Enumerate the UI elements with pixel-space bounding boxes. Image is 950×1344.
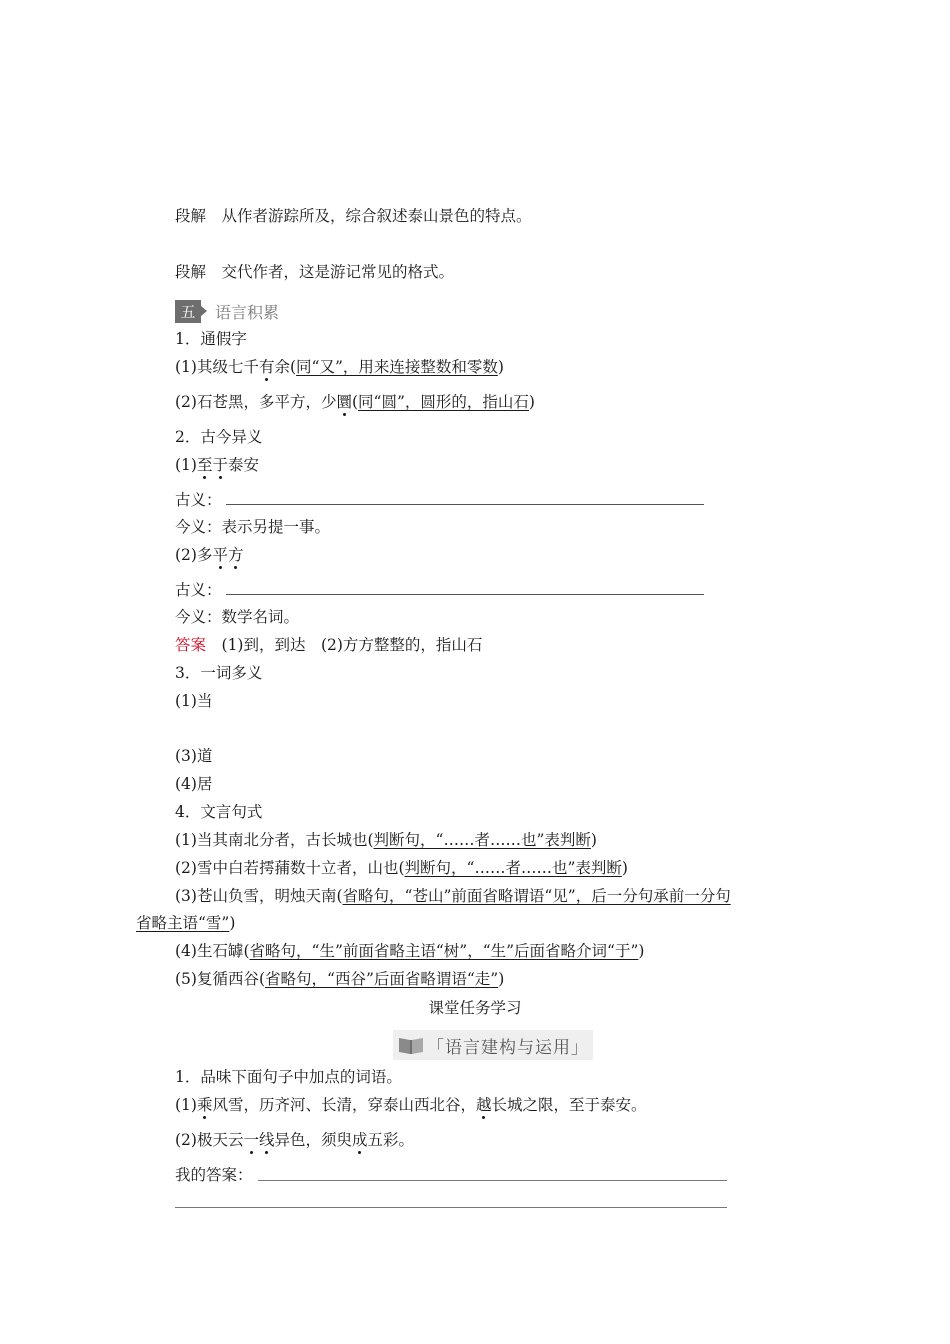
answer-label: 答案 (175, 636, 207, 654)
task-sentence-2: (2)极天云一线异色，须臾成五彩。 (175, 1131, 415, 1149)
gujin-item-2: (2)多平方 (175, 546, 244, 564)
gujin-item-1: (1)至于泰安 (175, 456, 260, 474)
dotted-char: 至 (196, 456, 213, 474)
note-label: 段解 (175, 263, 207, 281)
dotted-char: 乘 (196, 1096, 213, 1114)
tongjiazi-item-2: (2)石苍黑，多平方，少圜(同“圆”，圆形的，指山石) (175, 393, 535, 411)
dotted-char: 于 (212, 456, 228, 474)
gu-yi-label: 古义： (175, 581, 222, 599)
jin-yi-1: 今义：表示另提一事。 (175, 518, 331, 536)
jushi-heading: 4．文言句式 (175, 803, 263, 821)
paragraph-note-1 (175, 205, 532, 227)
jin-yi-2: 今义：数学名词。 (175, 608, 300, 626)
note-text: 从作者游踪所及，综合叙述泰山景色的特点。 (221, 207, 532, 225)
gujin-heading: 2．古今异义 (175, 428, 263, 446)
gu-yi-line-1 (175, 489, 704, 511)
answer-blank-1[interactable] (258, 1180, 727, 1181)
underlined-note: 同“又”，用来连接整数和零数 (296, 358, 498, 376)
section-heading (175, 299, 279, 323)
section-title: 语言积累 (215, 302, 280, 322)
classroom-title: 课堂任务学习 (428, 999, 522, 1017)
dotted-char: 平 (212, 546, 228, 564)
dotted-char: 一 (243, 1131, 259, 1149)
jushi-item-5: (5)复循西谷(省略句，“西谷”后面省略谓语“走”) (175, 970, 505, 988)
fill-blank[interactable] (226, 580, 704, 595)
dotted-char: 圜 (336, 393, 352, 411)
my-answer-line (175, 1164, 253, 1186)
tongjiazi-heading: 1．通假字 (175, 330, 247, 348)
yiciduoyi-heading: 3．一词多义 (175, 664, 263, 682)
dotted-char: 方 (227, 546, 244, 564)
yiciduoyi-item: (4)居 (175, 775, 213, 793)
dotted-char: 有 (258, 358, 275, 376)
section-number-badge: 五 (175, 300, 201, 323)
banner-title: 「语言建构与运用」 (427, 1037, 589, 1058)
paragraph-note-2 (175, 261, 454, 283)
fill-blank[interactable] (226, 490, 704, 505)
underlined-note: 省略主语“雪” (136, 914, 230, 932)
dotted-char: 线 (258, 1131, 275, 1149)
underlined-note: 同“圆”，圆形的，指山石 (358, 393, 529, 411)
answer-blank-2[interactable] (175, 1207, 727, 1208)
jushi-item-3-cont: 省略主语“雪”) (136, 914, 236, 932)
answer-text: (1)到，到达 (2)方方整整的，指山石 (206, 636, 483, 654)
jushi-item-3: (3)苍山负雪，明烛天南(省略句，“苍山”前面省略谓语“见”，后一分句承前一分句 (175, 887, 731, 905)
tongjiazi-item-1: (1)其级七千有余(同“又”，用来连接整数和零数) (175, 358, 504, 376)
underlined-note: 判断句，“……者……也”表判断 (404, 859, 622, 877)
section-banner (393, 1030, 593, 1060)
yiciduoyi-item: (1)当 (175, 692, 213, 710)
underlined-note: 省略句，“苍山”前面省略谓语“见”，后一分句承前一分句 (342, 887, 731, 905)
gu-yi-line-2 (175, 579, 704, 601)
jushi-item-1: (1)当其南北分者，古长城也(判断句，“……者……也”表判断) (175, 831, 597, 849)
dotted-char: 成 (352, 1131, 368, 1149)
task-heading: 1．品味下面句子中加点的词语。 (175, 1068, 402, 1086)
gu-yi-label: 古义： (175, 491, 222, 509)
jushi-item-4: (4)生石罅(省略句，“生”前面省略主语“树”，“生”后面省略介词“于”) (175, 942, 645, 960)
note-text: 交代作者，这是游记常见的格式。 (221, 263, 455, 281)
yiciduoyi-item: (3)道 (175, 747, 213, 765)
note-label: 段解 (175, 207, 207, 225)
underlined-note: 省略句，“西谷”后面省略谓语“走” (265, 970, 499, 988)
answer-line (175, 634, 482, 656)
task-sentence-1: (1)乘风雪，历齐河、长清，穿泰山西北谷，越长城之限，至于泰安。 (175, 1096, 647, 1114)
underlined-note: 判断句，“……者……也”表判断 (373, 831, 591, 849)
dotted-char: 越 (476, 1096, 492, 1114)
my-answer-label: 我的答案： (175, 1166, 253, 1184)
jushi-item-2: (2)雪中白若摴蒱数十立者，山也(判断句，“……者……也”表判断) (175, 859, 628, 877)
underlined-note: 省略句，“生”前面省略主语“树”，“生”后面省略介词“于” (249, 942, 639, 960)
book-icon (397, 1034, 425, 1056)
